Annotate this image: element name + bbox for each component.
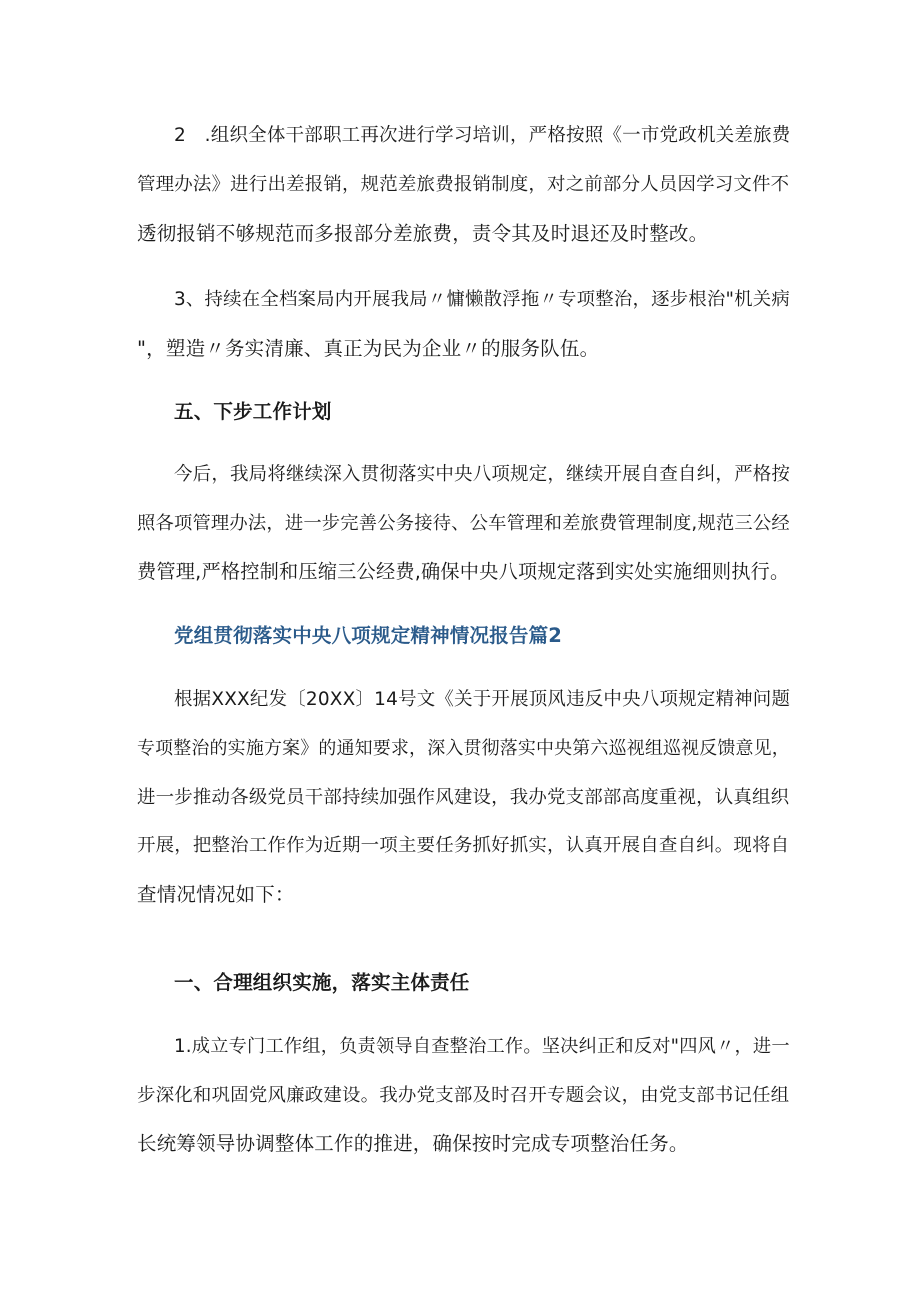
text-line: 1.成立专门工作组，负责领导自查整治工作。坚决纠正和反对"四风〃，进一	[174, 1036, 790, 1057]
text-line: 今后，我局将继续深入贯彻落实中央八项规定，继续开展自查自纠，严格按	[174, 464, 791, 485]
section-heading: 五、下步工作计划	[174, 400, 332, 423]
section-heading: 一、合理组织实施，落实主体责任	[174, 971, 470, 994]
text-line: 管理办法》进行出差报销，规范差旅费报销制度，对之前部分人员因学习文件不	[137, 174, 790, 195]
text-line: 费管理,严格控制和压缩三公经费,确保中央八项规定落到实处实施细则执行。	[137, 560, 790, 583]
report-subtitle: 党组贯彻落实中央八项规定精神情况报告篇2	[174, 624, 563, 647]
text-line: 透彻报销不够规范而多报部分差旅费，责令其及时退还及时整改。	[137, 222, 709, 245]
text-line: 照各项管理办法，进一步完善公务接待、公车管理和差旅费管理制度,规范三公经	[137, 513, 790, 534]
text-line: 2 .组织全体干部职工再次进行学习培训，严格按照《一市党政机关差旅费	[174, 125, 791, 146]
text-line: 查情况情况如下：	[137, 883, 295, 906]
text-line: 开展，把整治工作作为近期一项主要任务抓好抓实，认真开展自查自纠。现将自	[137, 835, 790, 856]
text-line: 根据XXX纪发〔20XX〕14号文《关于开展顶风违反中央八项规定精神问题	[174, 689, 791, 710]
text-line: 步深化和巩固党风廉政建设。我办党支部及时召开专题会议，由党支部书记任组	[137, 1085, 790, 1106]
text-line: 进一步推动各级党员干部持续加强作风建设，我办党支部部高度重视，认真组织	[137, 787, 790, 808]
text-line: "，塑造〃务实清廉、真正为民为企业〃的服务队伍。	[137, 337, 600, 360]
text-line: 专项整治的实施方案》的通知要求，深入贯彻落实中央第六巡视组巡视反馈意见，	[137, 738, 790, 759]
text-line: 3、持续在全档案局内开展我局〃慵懒散浮拖〃专项整治，逐步根治"机关病	[174, 289, 790, 310]
text-line: 长统筹领导协调整体工作的推进，确保按时完成专项整治任务。	[137, 1132, 689, 1155]
